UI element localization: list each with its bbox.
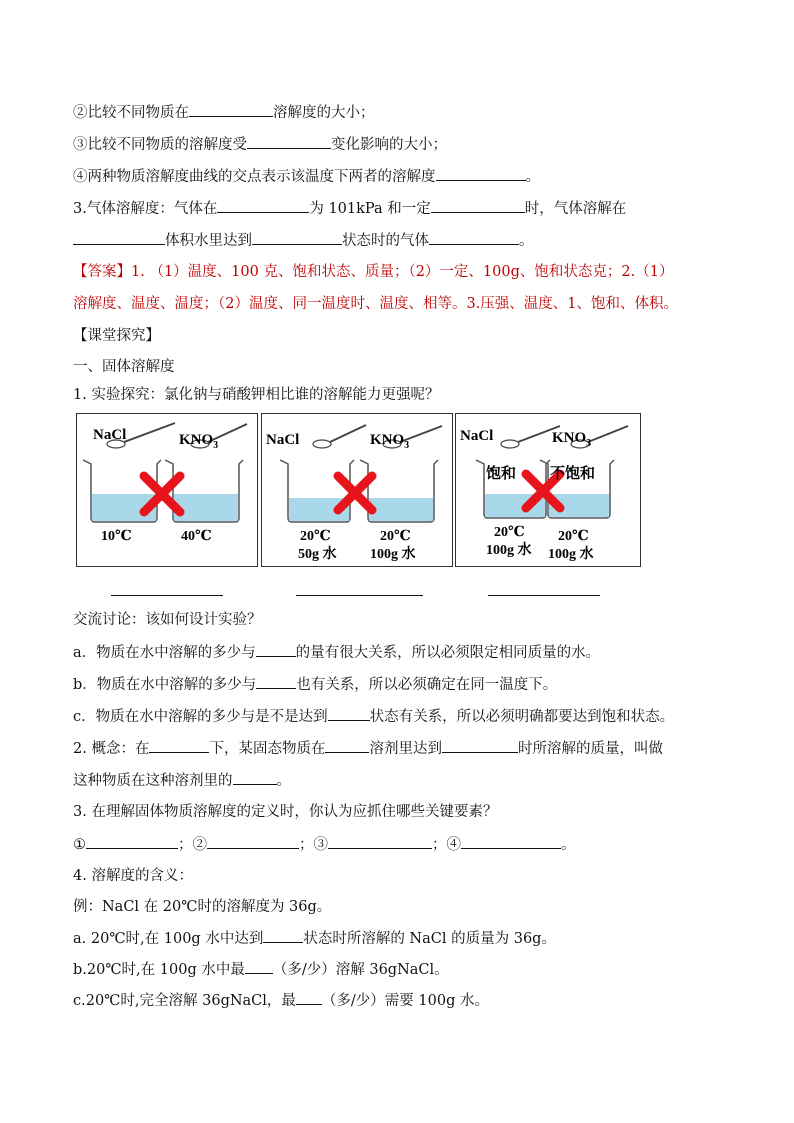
- example: 例：NaCl 在 20℃时的溶解度为 36g。: [73, 899, 332, 915]
- concept-line1: 2. 概念：在 下，某固态物质在 溶剂里达到 时所溶解的质量，叫做: [73, 738, 663, 759]
- discussion: 交流讨论：该如何设计实验？: [73, 612, 262, 628]
- spoon-icon: [313, 425, 366, 448]
- nacl-label: NaCl: [93, 427, 127, 443]
- blank[interactable]: [207, 834, 299, 849]
- blank[interactable]: [461, 834, 561, 849]
- temp-right: 20℃: [558, 529, 589, 544]
- temp-right: 20℃: [380, 529, 411, 544]
- item-compare-substances: ②比较不同物质在 溶解度的大小；: [73, 102, 375, 123]
- example-c: c.20℃时,完全溶解 36gNaCl，最 （多/少）需要 100g 水。: [73, 990, 489, 1011]
- blank[interactable]: [247, 134, 331, 149]
- discussion-a: a．物质在水中溶解的多少与 的量有很大关系，所以必须限定相同质量的水。: [73, 642, 600, 663]
- discussion-c: c．物质在水中溶解的多少与是不是达到 状态有关系，所以必须明确都要达到饱和状态。: [73, 706, 674, 727]
- kno3-label: $KNO_3$: [552, 430, 592, 449]
- blank[interactable]: [233, 770, 277, 785]
- water-right: 100g 水: [548, 547, 594, 562]
- beaker-left: [280, 460, 354, 522]
- question-3: 3. 在理解固体物质溶解度的定义时，你认为应抓住哪些关键要素？: [73, 804, 498, 820]
- blank[interactable]: [436, 166, 526, 181]
- question-1: 1. 实验探究：氯化钠与硝酸钾相比谁的溶解能力更强呢？: [73, 387, 440, 403]
- blank[interactable]: [325, 738, 369, 753]
- item-compare-temp-effect: ③比较不同物质的溶解度受 变化影响的大小；: [73, 134, 447, 155]
- blank[interactable]: [252, 230, 342, 245]
- figure-2-answer-blank[interactable]: [296, 595, 423, 596]
- example-a: a. 20℃时,在 100g 水中达到 状态时所溶解的 NaCl 的质量为 36g。: [73, 928, 556, 949]
- blank[interactable]: [189, 102, 273, 117]
- experiment-figure-3: [455, 413, 641, 567]
- blank[interactable]: [256, 674, 296, 689]
- experiment-figure-2: [261, 413, 453, 567]
- experiment-figure-1: [76, 413, 258, 567]
- answer-line2: 溶解度、温度、温度；（2）温度、同一温度时、温度、相等。3.压强、温度、1、饱和、体积。: [73, 296, 679, 312]
- water-left: 50g 水: [298, 547, 337, 562]
- kno3-label: $KNO_3$: [179, 432, 219, 451]
- blank[interactable]: [328, 834, 432, 849]
- blank[interactable]: [73, 230, 165, 245]
- key-elements: ① ；② ；③ ；④ 。: [73, 834, 576, 855]
- blank[interactable]: [245, 959, 273, 974]
- sub-title: 一、固体溶解度: [73, 359, 175, 375]
- blank[interactable]: [149, 738, 209, 753]
- state-right: 不饱和: [550, 464, 596, 482]
- blank[interactable]: [263, 928, 303, 943]
- temp-left: 20℃: [494, 525, 525, 540]
- answer-line1: 【答案】1. （1）温度、100 克、饱和状态、质量；（2）一定、100g、饱和状态克；2.（1）: [73, 264, 674, 280]
- blank[interactable]: [256, 642, 296, 657]
- example-b: b.20℃时,在 100g 水中最 （多/少）溶解 36gNaCl。: [73, 959, 449, 980]
- kno3-label: $KNO_3$: [370, 432, 410, 451]
- temp-right: 40℃: [181, 529, 212, 544]
- temp-left: 20℃: [300, 529, 331, 544]
- water-right: 100g 水: [370, 547, 416, 562]
- section-title: 【课堂探究】: [73, 328, 160, 344]
- blank[interactable]: [429, 230, 519, 245]
- gas-solubility-line1: 3.气体溶解度：气体在 为 101kPa 和一定 时，气体溶解在: [73, 198, 626, 219]
- state-left: 饱和: [486, 464, 517, 482]
- blank[interactable]: [431, 198, 525, 213]
- nacl-label: NaCl: [266, 432, 300, 448]
- nacl-label: NaCl: [460, 428, 494, 444]
- blank[interactable]: [86, 834, 178, 849]
- question-4: 4. 溶解度的含义：: [73, 868, 193, 884]
- blank[interactable]: [328, 706, 370, 721]
- figure-1-answer-blank[interactable]: [111, 595, 223, 596]
- figure-3-answer-blank[interactable]: [488, 595, 600, 596]
- water-left: 100g 水: [486, 543, 532, 558]
- item-intersection: ④两种物质溶解度曲线的交点表示该温度下两者的溶解度 。: [73, 166, 540, 187]
- blank[interactable]: [296, 990, 322, 1005]
- concept-line2: 这种物质在这种溶剂里的 。: [73, 770, 291, 791]
- gas-solubility-line2: 体积水里达到 状态时的气体 。: [73, 230, 534, 251]
- blank[interactable]: [442, 738, 518, 753]
- cross-mark: [338, 476, 372, 510]
- discussion-b: b．物质在水中溶解的多少与 也有关系，所以必须确定在同一温度下。: [73, 674, 557, 695]
- temp-left: 10℃: [101, 529, 132, 544]
- blank[interactable]: [217, 198, 309, 213]
